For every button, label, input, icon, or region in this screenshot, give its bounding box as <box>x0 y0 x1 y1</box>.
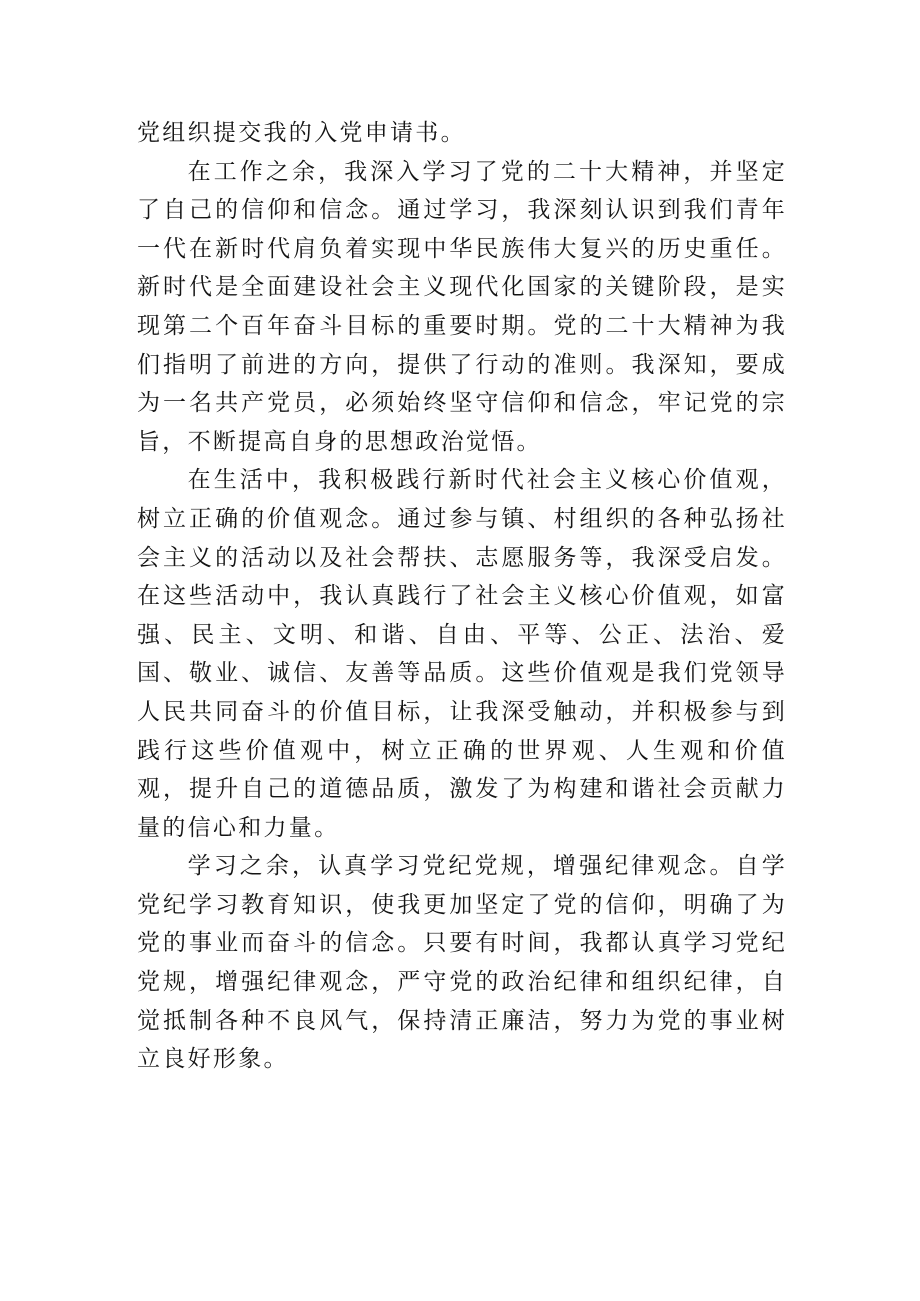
paragraph-continuation: 党组织提交我的入党申请书。 <box>137 120 466 146</box>
document-body <box>137 114 787 1079</box>
paragraph-core-values: 在生活中，我积极践行新时代社会主义核心价值观，树立正确的价值观念。通过参与镇、村组织的各种弘扬社会主义的活动以及社会帮扶、志愿服务等，我深受启发。在这些活动中，我认真践行了社会主义核心价值观，如富强、民主、文明、和谐、自由、平等、公正、法治、爱国、敬业、诚信、友善等品质。这些价值观是我们党领导人民共同奋斗的价值目标，让我深受触动，并积极参与到践行这些价值观中，树立正确的世界观、人生观和价值观，提升自己的道德品质，激发了为构建和谐社会贡献力量的信心和力量。 <box>137 467 787 841</box>
paragraph-party-discipline: 学习之余，认真学习党纪党规，增强纪律观念。自学党纪学习教育知识，使我更加坚定了党的信仰，明确了为党的事业而奋斗的信念。只要有时间，我都认真学习党纪党规，增强纪律观念，严守党的政治纪律和组织纪律，自觉抵制各种不良风气，保持清正廉洁，努力为党的事业树立良好形象。 <box>137 853 787 1073</box>
paragraph-study-twentieth-congress: 在工作之余，我深入学习了党的二十大精神，并坚定了自己的信仰和信念。通过学习，我深刻认识到我们青年一代在新时代肩负着实现中华民族伟大复兴的历史重任。新时代是全面建设社会主义现代化国家的关键阶段，是实现第二个百年奋斗目标的重要时期。党的二十大精神为我们指明了前进的方向，提供了行动的准则。我深知，要成为一名共产党员，必须始终坚守信仰和信念，牢记党的宗旨，不断提高自身的思想政治觉悟。 <box>137 158 787 455</box>
